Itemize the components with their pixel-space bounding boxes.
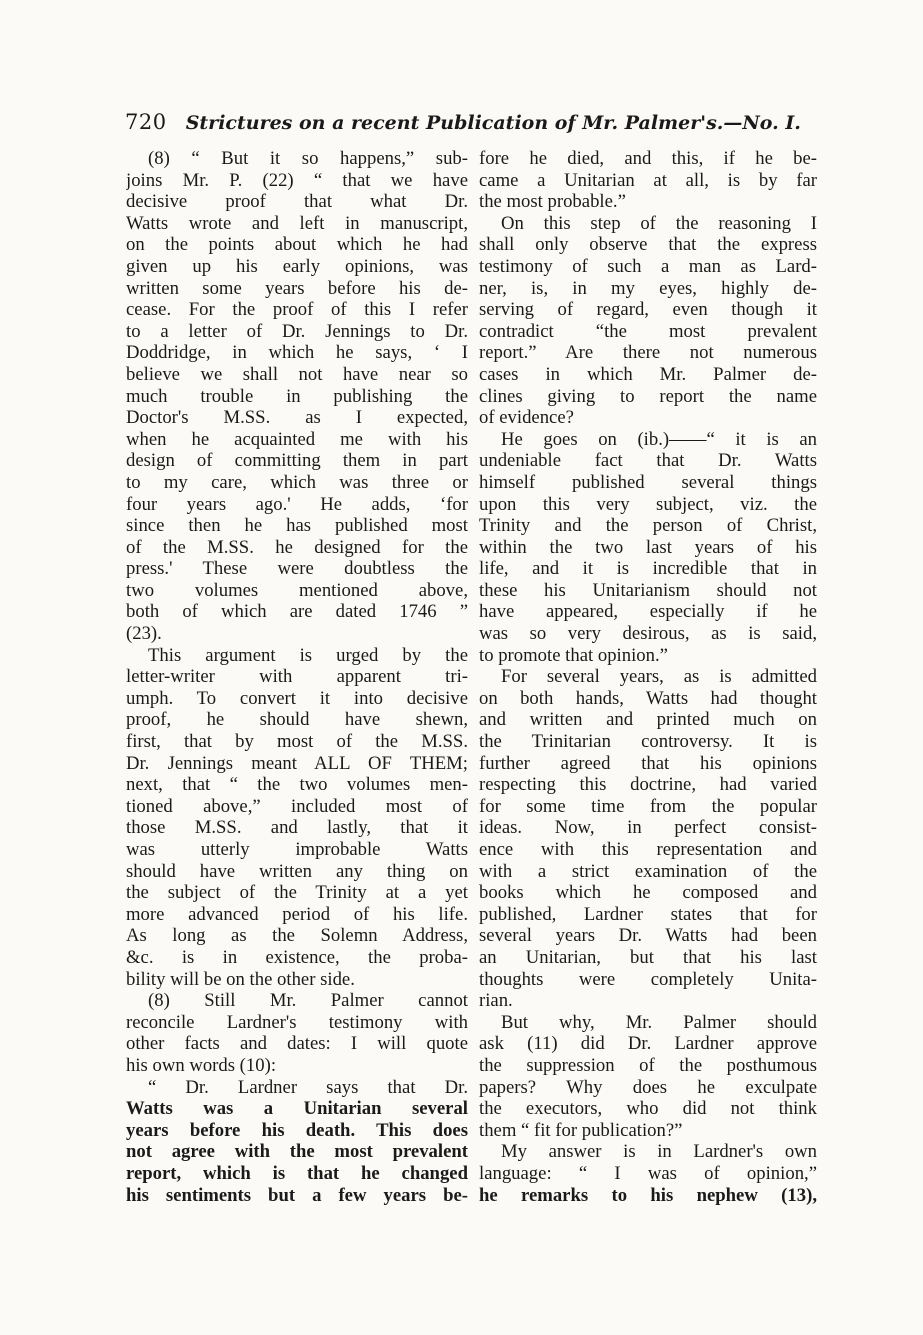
right-column-line: within the two last years of his xyxy=(479,536,817,558)
right-column-line: of evidence? xyxy=(479,407,574,429)
left-column-line: (8) “ But it so happens,” sub- xyxy=(148,148,468,169)
right-column-line: For several years, as is admitted xyxy=(501,666,817,688)
left-column-line: both of which are dated 1746 ” xyxy=(126,601,468,623)
right-column-line: published, Lardner states that for xyxy=(479,903,817,925)
left-column-line: As long as the Solemn Address, xyxy=(126,925,468,947)
right-column-line: Trinity and the person of Christ, xyxy=(479,515,817,537)
right-column-line: the Trinitarian controversy. It is xyxy=(479,731,817,753)
right-column-line: the most probable.” xyxy=(479,191,626,213)
right-column-line: shall only observe that the express xyxy=(479,234,817,256)
left-column-line: should have written any thing on xyxy=(126,860,468,882)
left-column-line: umph. To convert it into decisive xyxy=(126,687,468,709)
right-column-line: the executors, who did not think xyxy=(479,1098,817,1120)
left-column-line: press.' These were doubtless the xyxy=(126,558,468,580)
left-column-line: Doddridge, in which he says, ‘ I xyxy=(126,342,468,364)
right-column-line: himself published several things xyxy=(479,471,817,493)
left-column-line: his own words (10): xyxy=(126,1054,277,1076)
left-column-line: to a letter of Dr. Jennings to Dr. xyxy=(126,320,468,342)
right-column-line: thoughts were completely Unita- xyxy=(479,968,817,990)
left-column-line: reconcile Lardner's testimony with xyxy=(126,1011,468,1033)
running-title: Strictures on a recent Publication of Mr. Palmer's.—No. I. xyxy=(185,112,801,134)
left-column-line: other facts and dates: I will quote xyxy=(126,1033,468,1055)
left-column-line: much trouble in publishing the xyxy=(126,385,468,407)
left-column-line: first, that by most of the M.SS. xyxy=(126,731,468,753)
left-column-line: (23). xyxy=(126,623,162,645)
left-column-line: two volumes mentioned above, xyxy=(126,579,468,601)
left-column xyxy=(126,148,468,1206)
right-column-line: ask (11) did Dr. Lardner approve xyxy=(479,1033,817,1055)
right-column-line: the suppression of the posthumous xyxy=(479,1054,817,1076)
right-column-line: He goes on (ib.)——“ it is an xyxy=(501,428,817,450)
right-column-line: ner, is, in my eyes, highly de- xyxy=(479,277,817,299)
right-column-line: ideas. Now, in perfect consist- xyxy=(479,817,817,839)
left-column-line: since then he has published most xyxy=(126,515,468,537)
left-column-line: “ Dr. Lardner says that Dr. xyxy=(148,1076,468,1098)
left-column-line: next, that “ the two volumes men- xyxy=(126,774,468,796)
left-column-line: when he acquainted me with his xyxy=(126,428,468,450)
right-column-line: My answer is in Lardner's own xyxy=(501,1141,817,1163)
right-column-line: with a strict examination of the xyxy=(479,860,817,882)
right-column-line: clines giving to report the name xyxy=(479,385,817,407)
right-column-line: and written and printed much on xyxy=(479,709,817,731)
right-column-line: testimony of such a man as Lard- xyxy=(479,255,817,277)
right-column-line: upon this very subject, viz. the xyxy=(479,493,817,515)
left-column-line: on the points about which he had xyxy=(126,234,468,256)
left-column-line: given up his early opinions, was xyxy=(126,255,468,277)
right-column xyxy=(479,148,817,1206)
right-column-line: life, and it is incredible that in xyxy=(479,558,817,580)
left-column-line: more advanced period of his life. xyxy=(126,903,468,925)
left-column-line: was utterly improbable Watts xyxy=(126,839,468,860)
right-column-line: rian. xyxy=(479,990,513,1012)
left-column-line: proof, he should have shewn, xyxy=(126,709,468,731)
left-column-line: cease. For the proof of this I refer xyxy=(126,299,468,321)
left-column-line: Doctor's M.SS. as I expected, xyxy=(126,407,468,429)
right-column-line: these his Unitarianism should not xyxy=(479,579,817,601)
right-column-line: respecting this doctrine, had varied xyxy=(479,774,817,796)
left-column-line: his sentiments but a few years be- xyxy=(126,1184,468,1206)
right-column-line: them “ fit for publication?” xyxy=(479,1119,683,1141)
running-header xyxy=(125,110,825,142)
left-column-line: Dr. Jennings meant ALL OF THEM; xyxy=(126,752,468,774)
right-column-line: several years Dr. Watts had been xyxy=(479,925,817,947)
left-column-line: four years ago.' He adds, ‘for xyxy=(126,493,468,515)
left-column-line: bility will be on the other side. xyxy=(126,968,355,990)
right-column-line: serving of regard, even though it xyxy=(479,299,817,321)
left-column-line: years before his death. This does xyxy=(126,1119,468,1141)
right-column-line: books which he composed and xyxy=(479,882,817,904)
right-column-line: to promote that opinion.” xyxy=(479,644,668,666)
right-column-line: further agreed that his opinions xyxy=(479,752,817,774)
left-column-line: letter-writer with apparent tri- xyxy=(126,666,468,688)
left-column-line: Watts was a Unitarian several xyxy=(126,1098,468,1120)
right-column-line: cases in which Mr. Palmer de- xyxy=(479,363,817,385)
page-number: 720 xyxy=(125,110,167,134)
right-column-line: papers? Why does he exculpate xyxy=(479,1076,817,1098)
right-column-line: have appeared, especially if he xyxy=(479,601,817,623)
right-column-line: On this step of the reasoning I xyxy=(501,212,817,234)
left-column-line: design of committing them in part xyxy=(126,450,468,472)
right-column-line: language: “ I was of opinion,” xyxy=(479,1162,817,1184)
left-column-line: This argument is urged by the xyxy=(148,644,468,666)
left-column-line: not agree with the most prevalent xyxy=(126,1141,468,1163)
right-column-line: an Unitarian, but that his last xyxy=(479,946,817,968)
right-column-line: undeniable fact that Dr. Watts xyxy=(479,450,817,472)
right-column-line: contradict “the most prevalent xyxy=(479,320,817,342)
left-column-line: believe we shall not have near so xyxy=(126,363,468,385)
right-column-line: he remarks to his nephew (13), xyxy=(479,1184,817,1206)
right-column-line: fore he died, and this, if he be- xyxy=(479,148,817,169)
left-column-line: to my care, which was three or xyxy=(126,471,468,493)
right-column-line: ence with this representation and xyxy=(479,839,817,860)
left-column-line: the subject of the Trinity at a yet xyxy=(126,882,468,904)
left-column-line: written some years before his de- xyxy=(126,277,468,299)
right-column-line: on both hands, Watts had thought xyxy=(479,687,817,709)
right-column-line: for some time from the popular xyxy=(479,795,817,817)
left-column-line: joins Mr. P. (22) “ that we have xyxy=(126,169,468,191)
left-column-line: &c. is in existence, the proba- xyxy=(126,946,468,968)
left-column-line: (8) Still Mr. Palmer cannot xyxy=(148,990,468,1012)
left-column-line: those M.SS. and lastly, that it xyxy=(126,817,468,839)
left-column-line: of the M.SS. he designed for the xyxy=(126,536,468,558)
left-column-line: report, which is that he changed xyxy=(126,1162,468,1184)
right-column-line: report.” Are there not numerous xyxy=(479,342,817,364)
right-column-line: But why, Mr. Palmer should xyxy=(501,1011,817,1033)
left-column-line: tioned above,” included most of xyxy=(126,795,468,817)
right-column-line: came a Unitarian at all, is by far xyxy=(479,169,817,191)
left-column-line: Watts wrote and left in manuscript, xyxy=(126,212,468,234)
left-column-line: decisive proof that what Dr. xyxy=(126,191,468,213)
right-column-line: was so very desirous, as is said, xyxy=(479,623,817,645)
